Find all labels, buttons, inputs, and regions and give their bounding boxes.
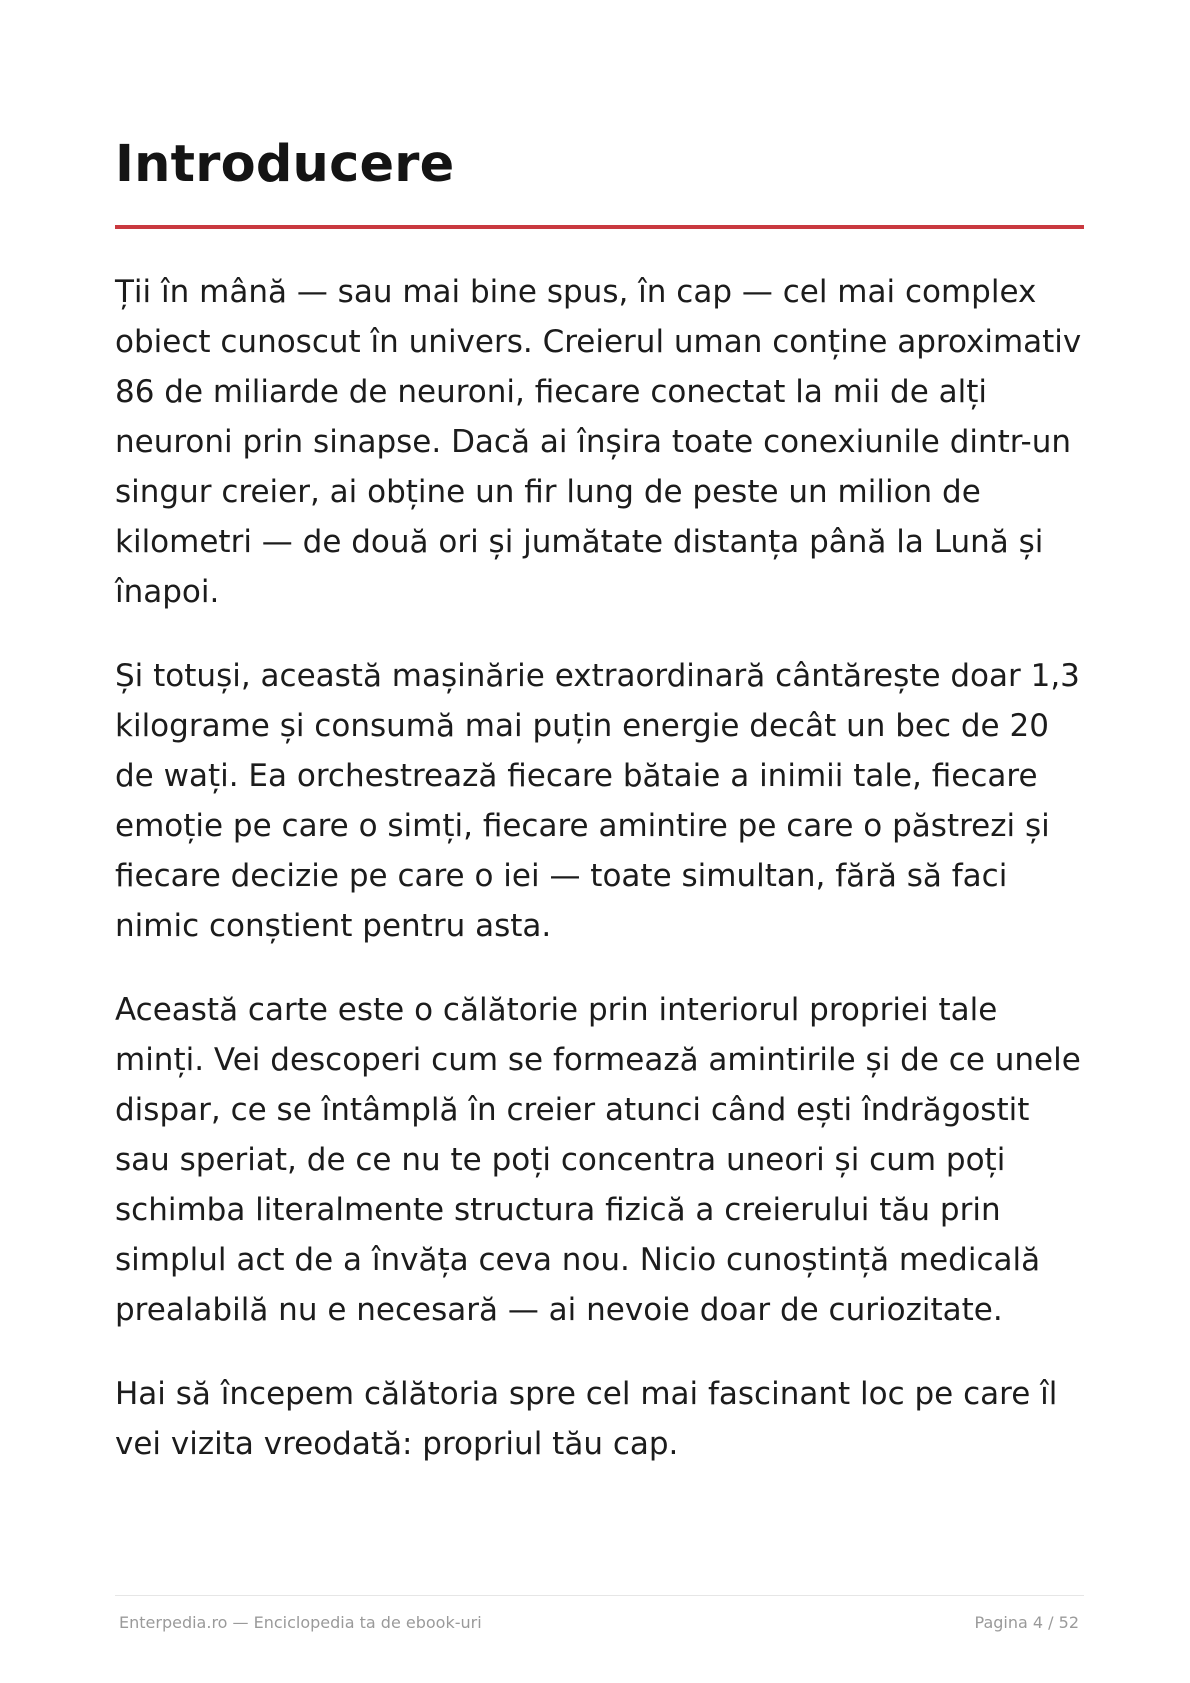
title-divider xyxy=(115,225,1084,229)
paragraph-2: Și totuși, această mașinărie extraordinară cântărește doar 1,3 kilograme și consumă mai puțin energie decât un bec de 20 de wați. Ea orchestrează fiecare bătaie a inimii tale, fiecare emoție pe care o simți, fiecare amintire pe care o păstrezi și fiecare decizie pe care o iei — toate simultan, fără să faci nimic conștient pentru asta. xyxy=(115,658,1080,944)
body-text xyxy=(115,267,1090,1503)
footer-divider xyxy=(115,1595,1084,1596)
paragraph-1: Ții în mână — sau mai bine spus, în cap — cel mai complex obiect cunoscut în univers. Creierul uman conține aproximativ 86 de miliarde de neuroni, fiecare conectat la mii de alți neuroni prin sinapse. Dacă ai înșira toate conexiunile dintr-un singur creier, ai obține un fir lung de peste un milion de kilometri — de două ori și jumătate distanța până la Lună și înapoi. xyxy=(115,274,1082,610)
page-title: Introducere xyxy=(115,135,455,194)
paragraph-4: Hai să începem călătoria spre cel mai fascinant loc pe care îl vei vizita vreodată: propriul tău cap. xyxy=(115,1376,1058,1462)
document-page xyxy=(115,0,1084,1683)
paragraph-3: Această carte este o călătorie prin interiorul propriei tale minți. Vei descoperi cum se formează amintirile și de ce unele dispar, ce se întâmplă în creier atunci când ești îndrăgostit sau speriat, de ce nu te poți concentra uneori și cum poți schimba literalmente structura fizică a creierului tău prin simplul act de a învăța ceva nou. Nicio cunoștință medicală prealabilă nu e necesară — ai nevoie doar de curiozitate. xyxy=(115,992,1081,1328)
page-number: Pagina 4 / 52 xyxy=(974,1613,1079,1632)
footer-site-label: Enterpedia.ro — Enciclopedia ta de ebook-uri xyxy=(119,1613,482,1632)
